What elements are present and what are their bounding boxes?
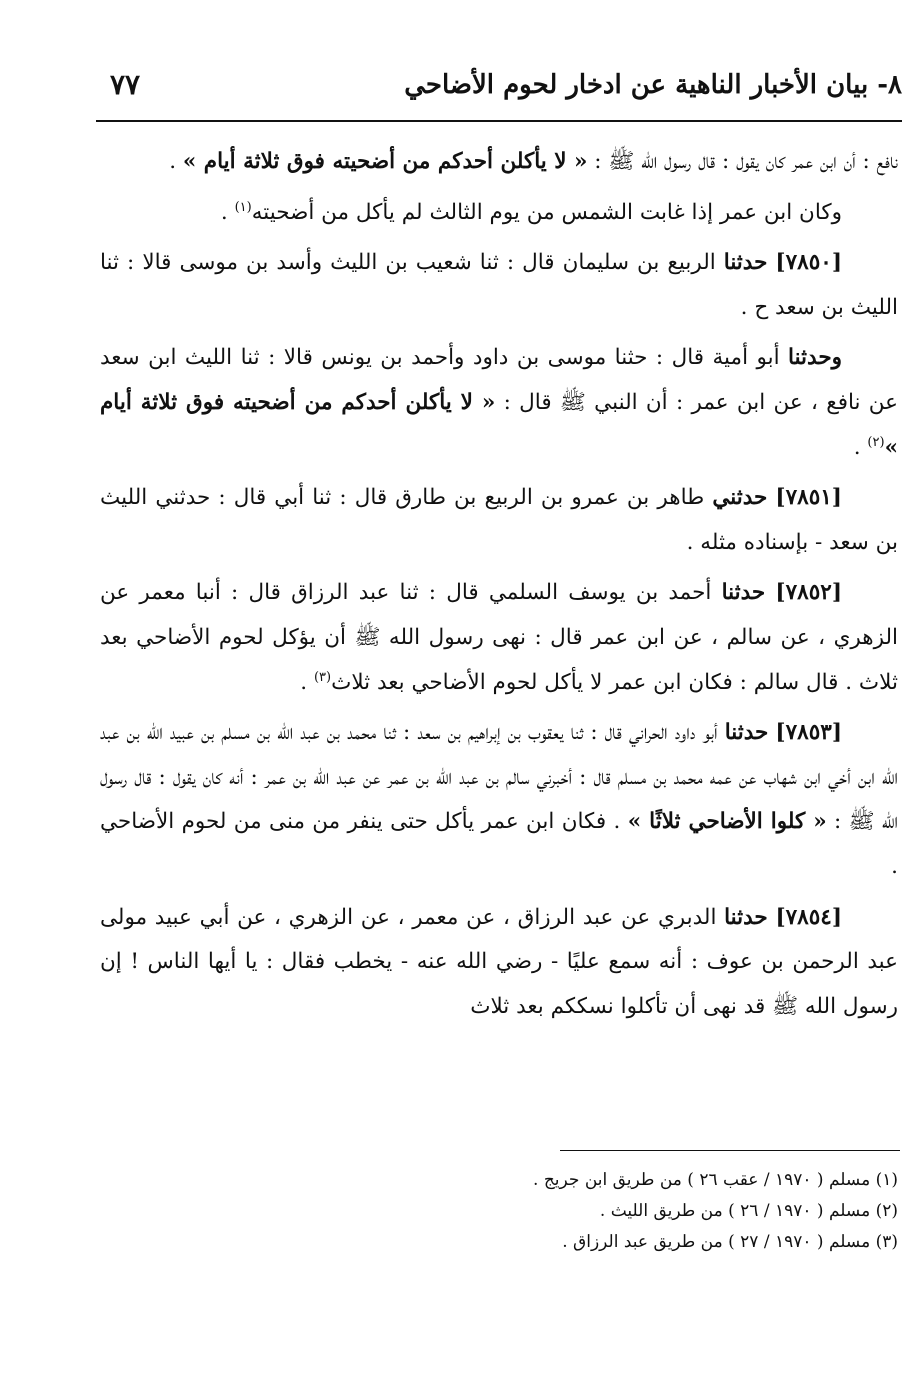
hadith-number: [٧٨٥١] [775,485,842,511]
paragraph-text: أبو أمية قال : حثنا موسى بن داود وأحمد بن يونس قالا : ثنا الليث ابن سعد عن نافع ، عن ابن عمر : أن النبي ﷺ قال : [100,345,898,415]
hadith-number: [٧٨٥٤] [775,904,843,930]
narration-keyword: وحدثنا [788,345,842,371]
narration-keyword: حدثنا [724,720,769,746]
prophetic-quote: « لا يأكلن أحدكم من أضحيته فوق ثلاثة أيام » [100,389,898,460]
narration-keyword: حدثني [712,485,768,511]
paragraph-text: أحمد بن يوسف السلمي قال : ثنا عبد الرزاق قال : أنبا معمر عن الزهري ، عن سالم ، عن ابن عمر قال : نهى رسول الله ﷺ أن يؤكل لحوم الأضاحي بعد ثلاث . قال سالم : فكان ابن عمر لا يأكل لحوم الأضاحي بعد ثلاث [100,580,898,695]
paragraph-text: الربيع بن سليمان قال : ثنا شعيب بن الليث وأسد بن موسى قالا : ثنا الليث بن سعد ح . [100,250,898,320]
prophetic-quote: « لا يأكلن أحدكم من أضحيته فوق ثلاثة أيام » [182,149,588,174]
footnote-divider [560,1150,900,1151]
hadith-7854 [100,896,898,1030]
paragraph-text: الدبري عن عبد الرزاق ، عن معمر ، عن الزهري ، عن أبي عبيد مولى عبد الرحمن بن عوف : أنه سمع عليًا - رضي الله عنه - يخطب فقال : يا أيها الناس ! إن رسول الله ﷺ قد نهى أن تأكلوا نسككم بعد ثلاث [100,904,898,1019]
paragraph-tail: . [853,434,868,460]
running-header [96,62,902,122]
hadith-number: [٧٨٥٠] [775,250,842,276]
footnotes [100,1165,898,1258]
hadith-number: [٧٨٥٣] [775,720,842,746]
paragraph-1 [100,140,898,185]
paragraph-2 [100,191,898,236]
footnote-2: (٢) مسلم ( ١٩٧٠ / ٢٦ ) من طريق الليث . [599,1201,898,1221]
footnote-ref: (٣) [313,669,332,685]
paragraph-tail: . [220,199,235,225]
footnote-ref: (٢) [867,434,885,450]
narration-keyword: حدثنا [724,904,768,930]
hadith-7852 [100,571,898,705]
paragraph-tail: . [169,149,183,174]
footnote-3: (٣) مسلم ( ١٩٧٠ / ٢٧ ) من طريق عبد الرزاق . [562,1232,898,1252]
hadith-7850 [100,241,898,330]
paragraph-4 [100,336,898,470]
paragraph-tail: . فكان ابن عمر يأكل حتى ينفر من منى من لحوم الأضاحي . [100,809,898,879]
paragraph-tail: . [300,669,314,695]
narration-keyword: حدثنا [721,580,766,606]
prophetic-quote: « كلوا الأضاحي ثلاثًا » [627,809,827,835]
paragraph-text: أبو داود الحراني قال : ثنا يعقوب بن إبراهيم بن سعد : ثنا محمد بن عبد الله بن مسلم بن عبيد الله بن عبد الله ابن أخي ابن شهاب عن عمه محمد بن مسلم قال : أخبرني سالم بن عبد الله بن عمر عن عبد الله بن عمر : أنه كان يقول : قال رسول الله ﷺ : [100,720,898,835]
hadith-7851 [100,476,898,565]
hadith-7853 [100,711,898,889]
footnote-ref: (١) [234,199,252,215]
paragraph-text: نافع : أن ابن عمر كان يقول : قال رسول الله ﷺ : [587,149,898,174]
paragraph-text: طاهر بن عمرو بن الربيع بن طارق قال : ثنا أبي قال : حدثني الليث بن سعد - بإسناده مثله . [100,485,898,555]
hadith-number: [٧٨٥٢] [775,580,842,606]
chapter-title: ٨- بيان الأخبار الناهية عن ادخار لحوم الأضاحي [404,70,902,100]
page-number: ٧٧ [110,68,141,101]
paragraph-text: وكان ابن عمر إذا غابت الشمس من يوم الثالث لم يأكل من أضحيته [251,199,842,225]
main-text [100,140,898,1035]
narration-keyword: حدثنا [723,250,768,276]
footnote-1: (١) مسلم ( ١٩٧٠ / عقب ٢٦ ) من طريق ابن جريج . [533,1170,898,1190]
